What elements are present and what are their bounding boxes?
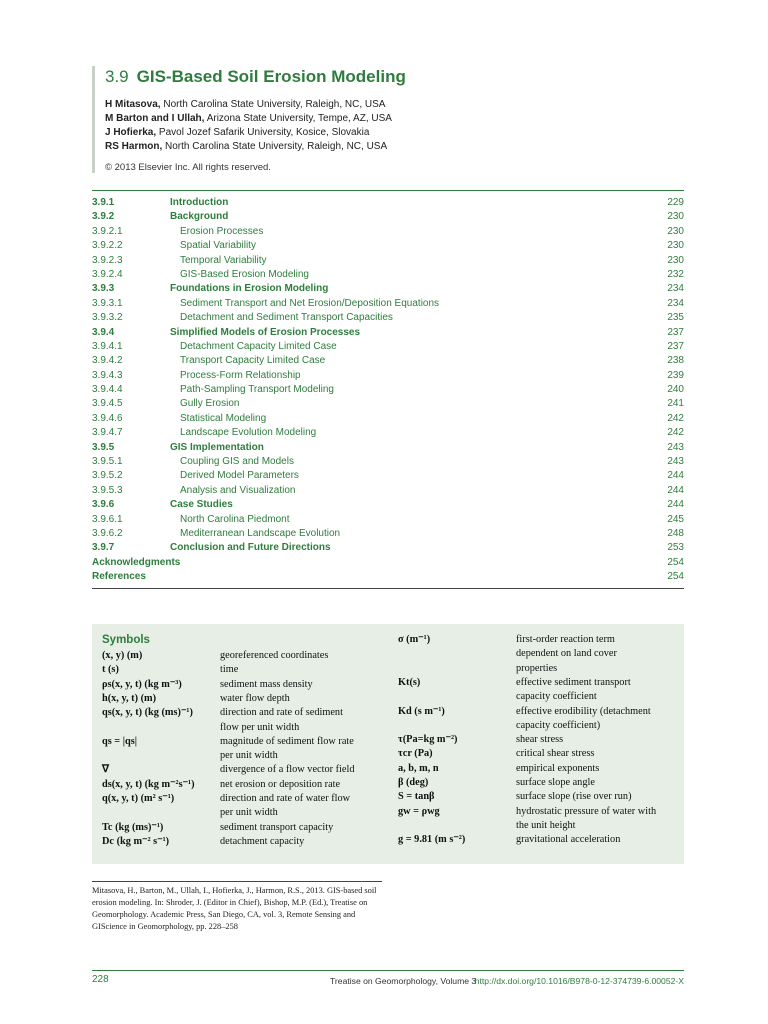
footnote-rule — [92, 881, 382, 882]
symbol-term: ρs(x, y, t) (kg m⁻³) — [102, 678, 182, 690]
symbol-definition: empirical exponents — [516, 762, 600, 774]
symbol-definition: sediment transport capacity — [220, 821, 334, 833]
toc-page: 237 — [667, 340, 684, 352]
author-line — [105, 98, 705, 112]
toc-title: Temporal Variability — [180, 254, 267, 266]
toc-title: Simplified Models of Erosion Processes — [170, 326, 361, 338]
symbol-definition: direction and rate of water flow — [220, 793, 351, 804]
symbol-definition: time — [220, 664, 239, 676]
author-name: M Barton and I Ullah, — [105, 113, 205, 124]
toc-page: 254 — [667, 556, 684, 568]
author-line — [105, 112, 705, 126]
toc-entry[interactable] — [92, 311, 684, 325]
symbol-term: Kt(s) — [398, 676, 421, 688]
table-of-contents — [92, 196, 684, 585]
symbol-definition: capacity coefficient) — [516, 719, 601, 731]
toc-page: 242 — [667, 412, 684, 424]
toc-number: 3.9.4 — [92, 326, 115, 338]
symbol-definition: shear stress — [516, 734, 564, 746]
toc-number: 3.9.6.2 — [92, 527, 123, 539]
symbol-term: Tc (kg (ms)⁻¹) — [102, 821, 164, 833]
chapter-title — [105, 66, 705, 88]
toc-page: 239 — [667, 369, 684, 381]
toc-number: 3.9.3.2 — [92, 312, 123, 324]
toc-title: Conclusion and Future Directions — [170, 542, 331, 554]
toc-number: 3.9.4.7 — [92, 427, 123, 439]
toc-number: 3.9.4.4 — [92, 384, 123, 396]
toc-entry[interactable] — [92, 210, 684, 224]
toc-page: 230 — [667, 211, 684, 223]
toc-title: Background — [170, 211, 229, 223]
chapter-title-text: GIS-Based Soil Erosion Modeling — [136, 67, 406, 86]
toc-number: 3.9.5.1 — [92, 456, 123, 468]
toc-page: 241 — [667, 398, 684, 410]
symbol-definition: divergence of a flow vector field — [220, 764, 355, 776]
toc-number: 3.9.5 — [92, 441, 115, 453]
symbol-term: β (deg) — [398, 777, 429, 788]
toc-title: Statistical Modeling — [180, 412, 267, 424]
toc-number: 3.9.2.2 — [92, 240, 123, 252]
symbol-definition: effective erodibility (detachment — [516, 705, 651, 717]
symbol-definition: water flow depth — [220, 692, 290, 704]
symbol-term: ds(x, y, t) (kg m⁻²s⁻¹) — [102, 778, 195, 790]
toc-entry[interactable] — [92, 239, 684, 253]
symbol-definition: effective sediment transport — [516, 676, 631, 688]
symbol-term: Dc (kg m⁻² s⁻¹) — [102, 835, 170, 847]
toc-page: 240 — [667, 384, 684, 396]
toc-entry[interactable] — [92, 225, 684, 239]
symbol-definition: the unit height — [516, 819, 576, 831]
toc-title: GIS-Based Erosion Modeling — [180, 268, 309, 280]
author-affiliation: North Carolina State University, Raleigh, NC, USA — [163, 99, 386, 110]
toc-page: 235 — [667, 312, 684, 324]
toc-number: 3.9.2.3 — [92, 254, 123, 266]
toc-entry[interactable] — [92, 282, 684, 296]
toc-title: Landscape Evolution Modeling — [180, 427, 317, 439]
toc-title: Analysis and Visualization — [180, 484, 296, 496]
toc-title: Coupling GIS and Models — [180, 456, 294, 468]
toc-title: Derived Model Parameters — [180, 470, 299, 482]
toc-number: 3.9.4.2 — [92, 355, 123, 367]
symbol-term: σ (m⁻¹) — [398, 634, 431, 645]
symbol-term: g = 9.81 (m s⁻²) — [398, 834, 466, 846]
symbol-term: t (s) — [102, 664, 119, 676]
symbol-definition: per unit width — [220, 807, 278, 819]
toc-number: 3.9.6 — [92, 499, 115, 511]
toc-entry[interactable] — [92, 297, 684, 311]
toc-title: Gully Erosion — [180, 398, 240, 410]
toc-number: 3.9.3 — [92, 283, 115, 295]
toc-title: Acknowledgments — [92, 556, 181, 568]
toc-title: GIS Implementation — [170, 441, 264, 453]
toc-page: 244 — [667, 484, 684, 496]
toc-page: 242 — [667, 427, 684, 439]
symbol-definition: properties — [516, 662, 558, 674]
toc-page: 238 — [667, 355, 684, 367]
symbol-definition: dependent on land cover — [516, 648, 617, 660]
toc-entry[interactable] — [92, 383, 684, 397]
toc-page: 229 — [667, 197, 684, 208]
toc-entry[interactable] — [92, 354, 684, 368]
toc-number: 3.9.4.5 — [92, 398, 123, 410]
toc-entry[interactable] — [92, 254, 684, 268]
toc-number: 3.9.5.2 — [92, 470, 123, 482]
toc-bottom-rule — [92, 588, 684, 589]
author-name: J Hofierka, — [105, 127, 157, 138]
author-line — [105, 140, 705, 154]
toc-title: Foundations in Erosion Modeling — [170, 283, 329, 295]
symbol-term: τcr (Pa) — [398, 748, 433, 760]
toc-page: 253 — [667, 542, 684, 554]
toc-title: Transport Capacity Limited Case — [180, 355, 326, 367]
toc-page: 244 — [667, 470, 684, 482]
doi-link[interactable]: http://dx.doi.org/10.1016/B978-0-12-374739-6.00052-X — [474, 976, 684, 986]
toc-entry[interactable] — [92, 412, 684, 426]
symbol-term: qs(x, y, t) (kg (ms)⁻¹) — [102, 707, 193, 719]
symbol-definition: surface slope (rise over run) — [516, 791, 632, 803]
toc-page: 234 — [667, 297, 684, 309]
toc-title: Introduction — [170, 197, 229, 208]
toc-title: Detachment and Sediment Transport Capacities — [180, 312, 393, 324]
symbol-definition: magnitude of sediment flow rate — [220, 735, 354, 747]
symbol-definition: critical shear stress — [516, 748, 595, 760]
toc-number: 3.9.7 — [92, 542, 115, 554]
toc-title: North Carolina Piedmont — [180, 513, 290, 525]
symbol-definition: capacity coefficient — [516, 691, 597, 703]
toc-page: 244 — [667, 499, 684, 511]
toc-entry[interactable] — [92, 340, 684, 354]
author-list — [105, 98, 705, 154]
symbol-term: gw = ρwg — [398, 805, 440, 817]
symbol-definition: detachment capacity — [220, 835, 305, 847]
toc-title: Process-Form Relationship — [180, 369, 301, 381]
toc-title: References — [92, 571, 146, 583]
symbol-definition: net erosion or deposition rate — [220, 778, 341, 790]
toc-page: 254 — [667, 571, 684, 583]
footer-rule — [92, 970, 684, 971]
author-name: H Mitasova, — [105, 99, 161, 110]
symbol-term: h(x, y, t) (m) — [102, 692, 157, 704]
author-line — [105, 126, 705, 140]
symbol-definition: georeferenced coordinates — [220, 650, 329, 661]
author-affiliation: North Carolina State University, Raleigh, NC, USA — [165, 141, 388, 152]
toc-number: 3.9.2.1 — [92, 225, 123, 237]
symbol-definition: flow per unit width — [220, 721, 300, 733]
toc-entry[interactable] — [92, 469, 684, 483]
toc-number: 3.9.5.3 — [92, 484, 123, 496]
toc-page: 234 — [667, 283, 684, 295]
symbol-term: a, b, m, n — [398, 762, 439, 774]
chapter-number: 3.9 — [105, 67, 129, 86]
toc-page: 230 — [667, 225, 684, 237]
toc-page: 230 — [667, 254, 684, 266]
toc-entry[interactable] — [92, 570, 684, 584]
toc-title: Case Studies — [170, 499, 233, 511]
symbol-term: (x, y) (m) — [102, 650, 143, 661]
toc-number: 3.9.2.4 — [92, 268, 123, 280]
toc-entry[interactable] — [92, 527, 684, 541]
toc-number: 3.9.3.1 — [92, 297, 123, 309]
toc-page: 237 — [667, 326, 684, 338]
symbol-definition: first-order reaction term — [516, 634, 615, 645]
toc-page: 243 — [667, 456, 684, 468]
copyright-notice: © 2013 Elsevier Inc. All rights reserved. — [105, 162, 271, 173]
toc-entry[interactable] — [92, 556, 684, 570]
symbol-term: Kd (s m⁻¹) — [398, 705, 445, 717]
journal-name: Treatise on Geomorphology, Volume 3 — [330, 976, 477, 986]
toc-entry[interactable] — [92, 441, 684, 455]
citation-footnote: Mitasova, H., Barton, M., Ullah, I., Hofierka, J., Harmon, R.S., 2013. GIS-based soil erosion modeling. In: Shroder, J. (Editor in Chief), Bishop, M.P. (Ed.), Treatise on Geomorphology. Academic Press, San Diego, CA, vol. 3, Remote Sensing and GIScience in Geomorphology, pp. 228–258 — [92, 886, 377, 931]
toc-title: Spatial Variability — [180, 240, 256, 252]
toc-title: Sediment Transport and Net Erosion/Deposition Equations — [180, 297, 440, 309]
author-affiliation: Pavol Jozef Safarik University, Kosice, Slovakia — [158, 127, 370, 138]
symbol-term: qs = |qs| — [102, 735, 138, 747]
toc-entry[interactable] — [92, 326, 684, 340]
toc-top-rule — [92, 190, 684, 191]
symbol-term: S = tanβ — [398, 791, 435, 803]
chapter-header — [92, 66, 705, 173]
toc-entry[interactable] — [92, 426, 684, 440]
symbol-definition: direction and rate of sediment — [220, 707, 343, 719]
toc-number: 3.9.4.1 — [92, 340, 123, 352]
toc-number: 3.9.4.3 — [92, 369, 123, 381]
toc-title: Path-Sampling Transport Modeling — [180, 384, 334, 396]
symbols-box — [92, 624, 684, 864]
page-number: 228 — [92, 974, 109, 985]
toc-title: Mediterranean Landscape Evolution — [180, 527, 341, 539]
author-affiliation: Arizona State University, Tempe, AZ, USA — [206, 113, 392, 124]
author-name: RS Harmon, — [105, 141, 163, 152]
toc-entry[interactable] — [92, 268, 684, 282]
toc-page: 243 — [667, 441, 684, 453]
toc-number: 3.9.6.1 — [92, 513, 123, 525]
toc-page: 232 — [667, 268, 684, 280]
page-footer — [92, 974, 684, 988]
symbol-definition: hydrostatic pressure of water with — [516, 805, 657, 817]
symbol-term: ∇ — [102, 764, 109, 776]
symbol-definition: gravitational acceleration — [516, 834, 621, 846]
toc-title: Erosion Processes — [180, 225, 264, 237]
symbol-definition: per unit width — [220, 750, 278, 762]
symbol-term: τ(Pa=kg m⁻²) — [398, 734, 458, 746]
toc-entry[interactable] — [92, 484, 684, 498]
symbols-title: Symbols — [102, 634, 150, 646]
symbol-definition: sediment mass density — [220, 678, 313, 690]
symbol-definition: surface slope angle — [516, 777, 595, 788]
toc-page: 248 — [667, 527, 684, 539]
toc-entry[interactable] — [92, 455, 684, 469]
toc-entry[interactable] — [92, 498, 684, 512]
toc-entry[interactable] — [92, 369, 684, 383]
toc-title: Detachment Capacity Limited Case — [180, 340, 337, 352]
toc-number: 3.9.1 — [92, 197, 115, 208]
toc-number: 3.9.2 — [92, 211, 115, 223]
symbol-term: q(x, y, t) (m² s⁻¹) — [102, 793, 175, 804]
toc-entry[interactable] — [92, 513, 684, 527]
toc-entry[interactable] — [92, 196, 684, 210]
toc-entry[interactable] — [92, 397, 684, 411]
toc-number: 3.9.4.6 — [92, 412, 123, 424]
toc-entry[interactable] — [92, 541, 684, 555]
toc-page: 230 — [667, 240, 684, 252]
toc-page: 245 — [667, 513, 684, 525]
